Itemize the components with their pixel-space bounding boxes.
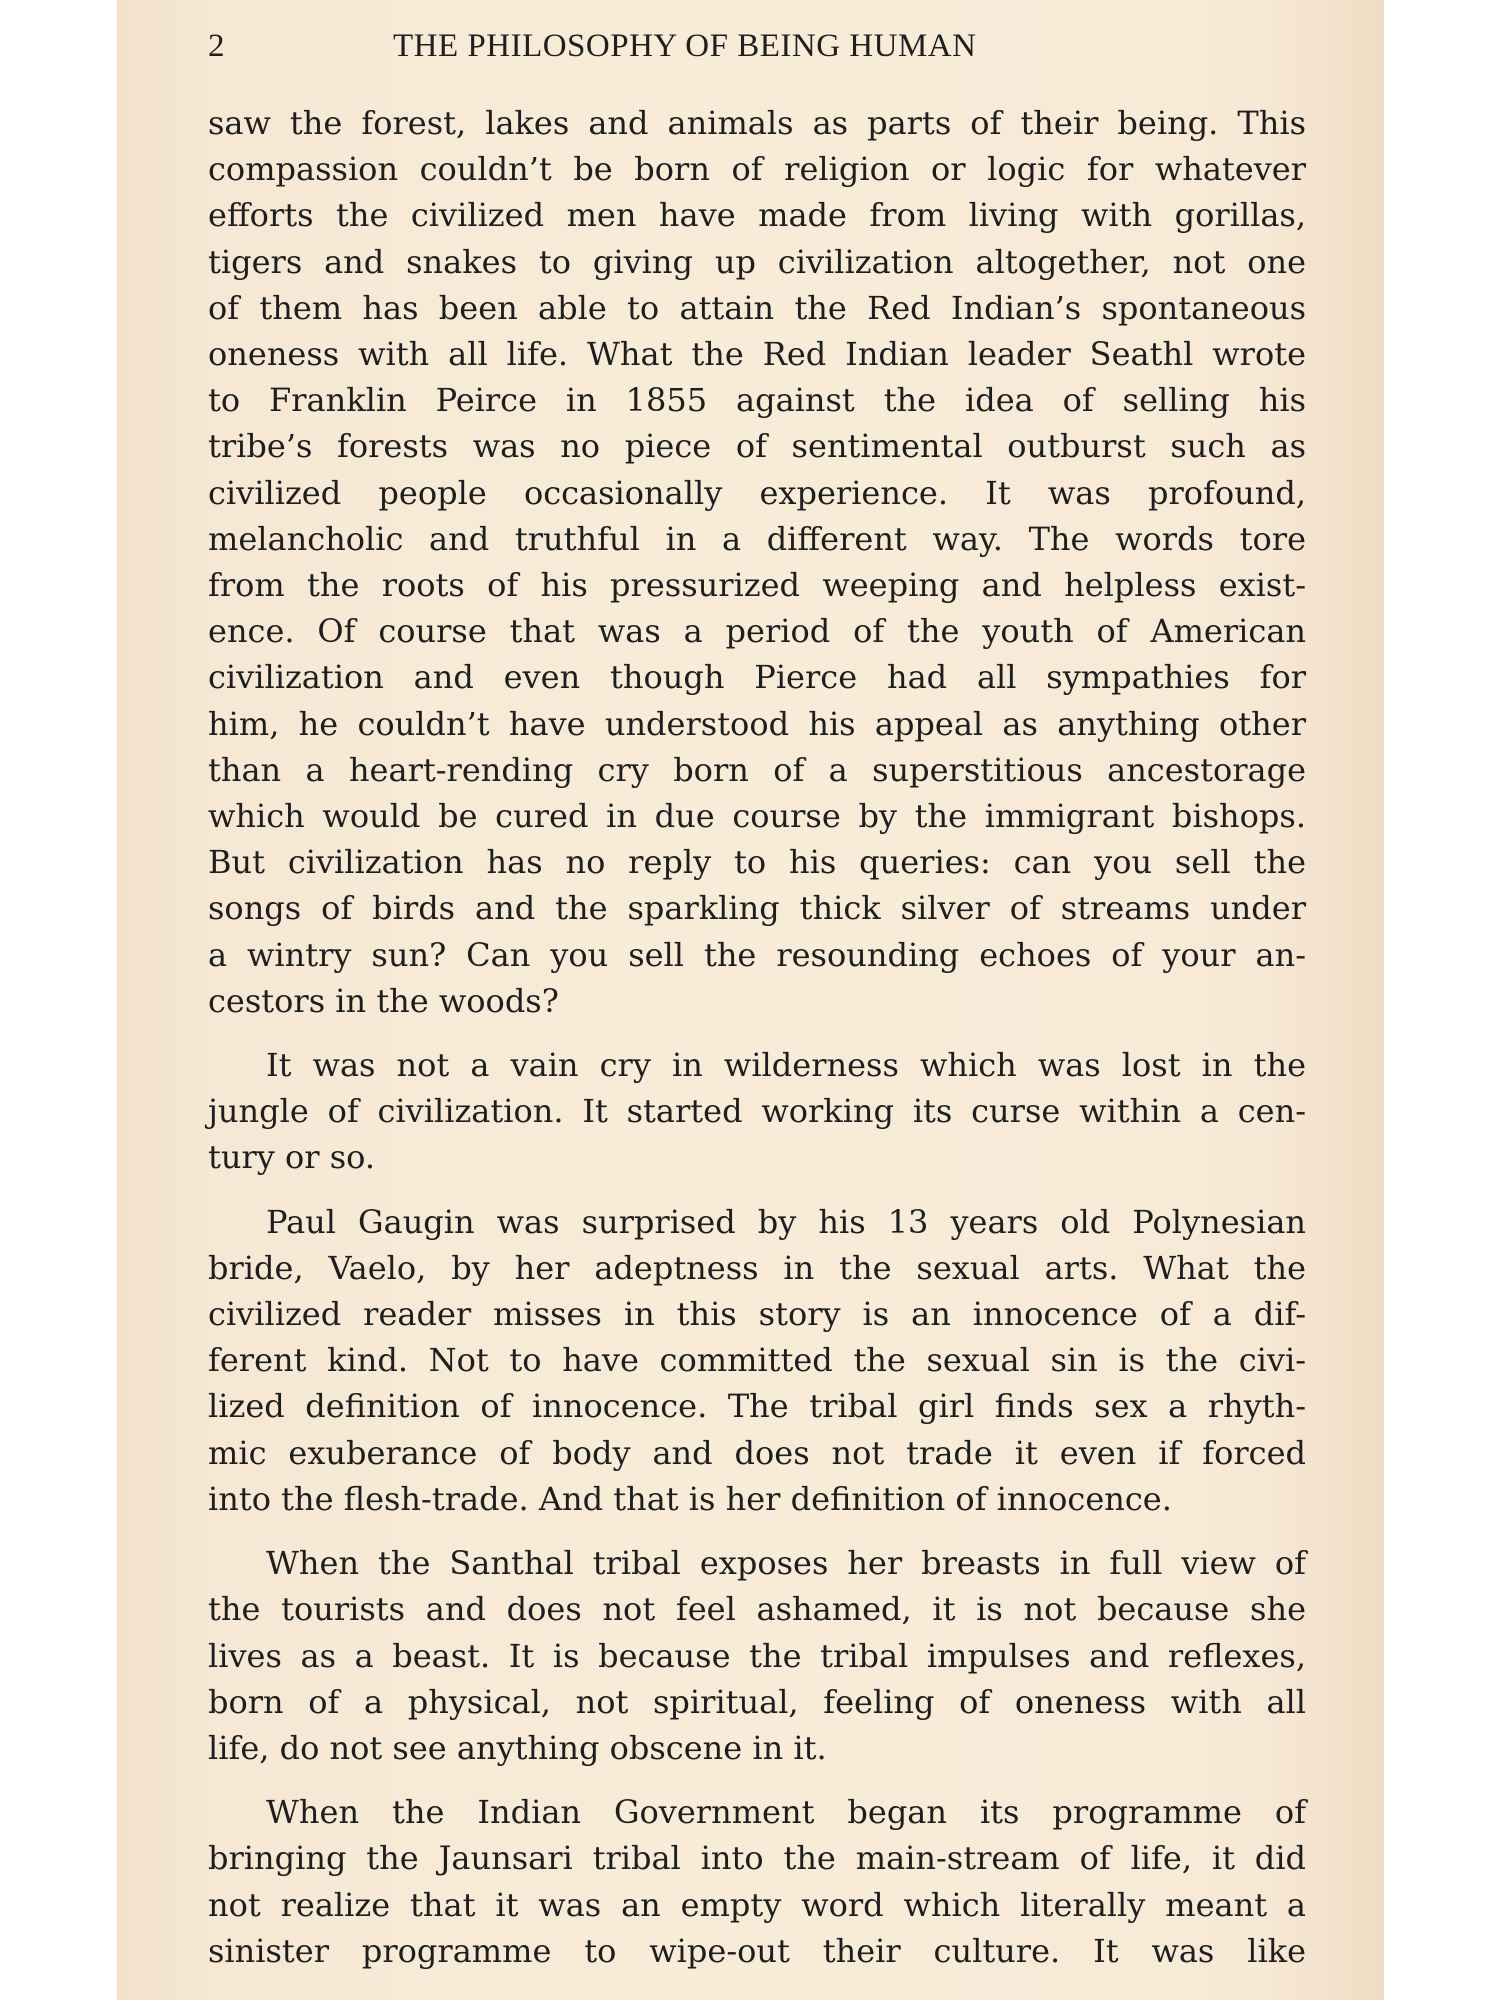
text-line: compassion couldn’t be born of religion or logic for whatever <box>208 150 1306 189</box>
text-line: him, he couldn’t have understood his appeal as anything other <box>208 704 1306 743</box>
text-line: oneness with all life. What the Red Indian leader Seathl wrote <box>208 335 1306 374</box>
paragraph <box>208 100 1306 1024</box>
text-line: mic exuberance of body and does not trade it even if forced <box>208 1433 1306 1472</box>
text-line: of them has been able to attain the Red Indian’s spontaneous <box>208 288 1306 327</box>
text-line: to Franklin Peirce in 1855 against the idea of selling his <box>208 381 1306 420</box>
text-line: tribe’s forests was no piece of sentimental outburst such as <box>208 427 1306 466</box>
text-line: tury or so. <box>208 1138 376 1177</box>
text-line: Paul Gaugin was surprised by his 13 years old Polynesian <box>266 1202 1306 1241</box>
text-line: tigers and snakes to giving up civilization altogether, not one <box>208 242 1306 281</box>
text-line: lives as a beast. It is because the tribal impulses and reflexes, <box>208 1636 1306 1675</box>
text-line: jungle of civilization. It started working its curse within a cen- <box>208 1092 1306 1131</box>
paragraph <box>208 1199 1306 1522</box>
text-line: a wintry sun? Can you sell the resounding echoes of your an- <box>208 935 1306 974</box>
page-header <box>208 22 1092 70</box>
text-line: the tourists and does not feel ashamed, it is not because she <box>208 1590 1306 1629</box>
text-line: civilization and even though Pierce had all sympathies for <box>208 658 1306 697</box>
text-line: civilized people occasionally experience. It was profound, <box>208 473 1306 512</box>
paragraph <box>208 1789 1306 1974</box>
text-line: from the roots of his pressurized weeping and helpless exist- <box>208 566 1306 605</box>
page-number: 2 <box>208 28 225 64</box>
text-line: efforts the civilized men have made from living with gorillas, <box>208 196 1306 235</box>
text-line: which would be cured in due course by the immigrant bishops. <box>208 797 1306 836</box>
body-text <box>208 100 1306 1974</box>
text-line: ferent kind. Not to have committed the sexual sin is the civi- <box>208 1341 1306 1380</box>
text-line: But civilization has no reply to his queries: can you sell the <box>208 843 1306 882</box>
text-line: When the Santhal tribal exposes her breasts in full view of <box>266 1544 1306 1583</box>
text-line: It was not a vain cry in wilderness which was lost in the <box>266 1046 1306 1085</box>
paragraph <box>208 1540 1306 1771</box>
text-line: sinister programme to wipe-out their culture. It was like <box>208 1931 1306 1970</box>
text-line: than a heart-rending cry born of a superstitious ancestorage <box>208 750 1306 789</box>
text-line: bride, Vaelo, by her adeptness in the sexual arts. What the <box>208 1248 1306 1287</box>
text-line: melancholic and truthful in a different way. The words tore <box>208 519 1306 558</box>
text-line: saw the forest, lakes and animals as parts of their being. This <box>208 104 1306 142</box>
text-line: When the Indian Government began its programme of <box>266 1793 1306 1832</box>
running-title: THE PHILOSOPHY OF BEING HUMAN <box>393 28 977 64</box>
text-line: life, do not see anything obscene in it. <box>208 1728 827 1767</box>
paragraph <box>208 1042 1306 1181</box>
text-line: cestors in the woods? <box>208 981 559 1020</box>
text-line: into the flesh-trade. And that is her definition of innocence. <box>208 1479 1172 1518</box>
text-line: ence. Of course that was a period of the youth of American <box>208 612 1306 651</box>
text-line: civilized reader misses in this story is an innocence of a dif- <box>208 1295 1306 1334</box>
text-line: songs of birds and the sparkling thick silver of streams under <box>208 889 1306 928</box>
text-line: born of a physical, not spiritual, feeling of oneness with all <box>208 1682 1306 1721</box>
text-line: lized definition of innocence. The tribal girl finds sex a rhyth- <box>208 1387 1306 1426</box>
text-line: bringing the Jaunsari tribal into the main-stream of life, it did <box>208 1839 1306 1878</box>
text-line: not realize that it was an empty word which literally meant a <box>208 1885 1306 1924</box>
